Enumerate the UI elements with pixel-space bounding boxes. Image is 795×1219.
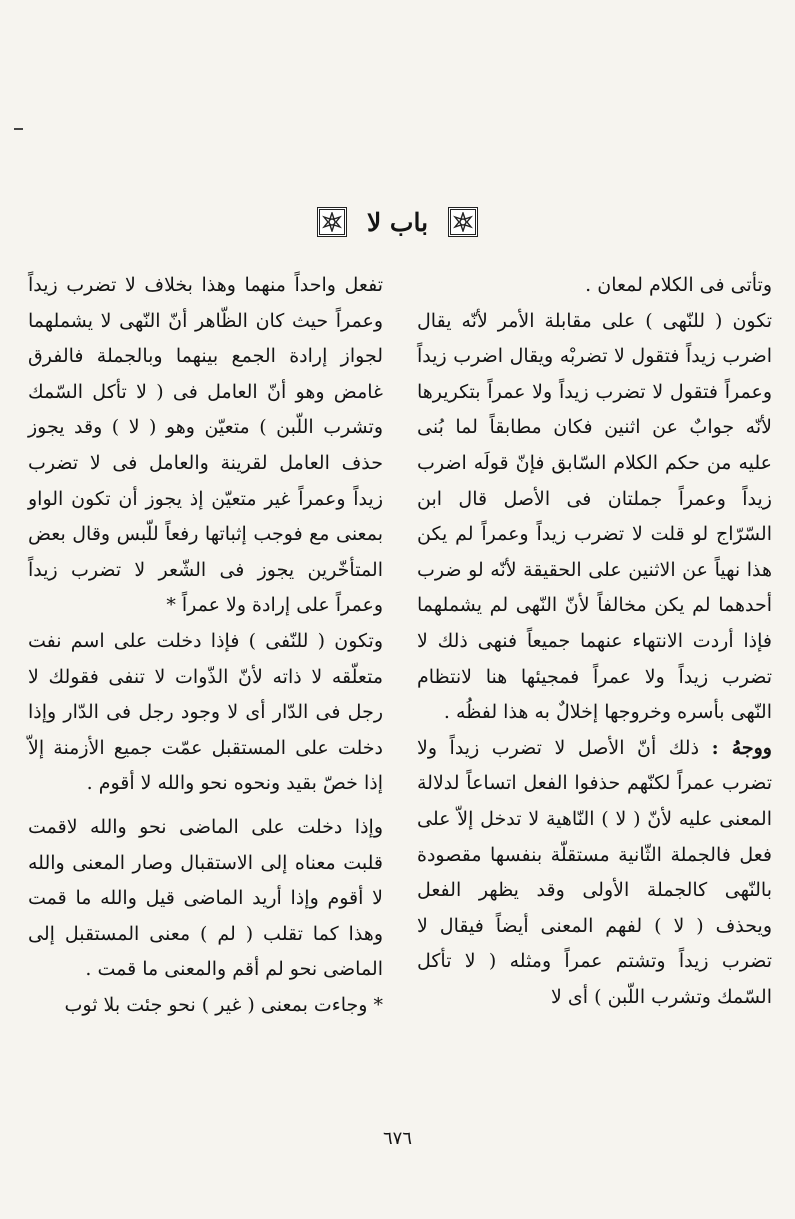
paragraph: [417, 731, 772, 1016]
chapter-title: باب لا: [366, 207, 429, 237]
star-rosette-icon: [317, 207, 347, 237]
paragraph-text: ذلك أنّ الأصل لا تضرب زيداً ولا تضرب عمراً لكنّهم حذفوا الفعل اتساعاً لدلالة المعنى عليه لأنّ ( لا ) النّاهية لا تدخل إلاّ على فعل فالجملة الثّانية مستقلّة بنفسها مقصودة بالنّهى كالجملة الأولى وقد يظهر الفعل ويحذف ( لا ) لفهم المعنى أيضاً فيقال لا تضرب زيداً وتشتم عمراً ومثله ( لا تأكل السّمك وتشرب اللّبن ) أى لا: [417, 736, 772, 1008]
paragraph: وتكون ( للنّفى ) فإذا دخلت على اسم نفت متعلّقه لا ذاته لأنّ الذّوات لا تنفى فقولك لا رجل فى الدّار أى لا وجود رجل فى الدّار وإذا دخلت على المستقبل عمّت جميع الأزمنة إلاّ إذا خصّ بقيد ونحوه نحو والله لا أقوم .: [28, 629, 383, 795]
left-column: [28, 268, 383, 1023]
paragraph: * وجاءت بمعنى ( غير ) نحو جئت بلا ثوب: [64, 993, 383, 1016]
paragraph: وتأتى فى الكلام لمعان .: [585, 274, 772, 296]
chapter-heading: [0, 200, 795, 244]
paragraph: وإذا دخلت على الماضى نحو والله لاقمت قلبت معناه إلى الاستقبال وصار المعنى والله لا أقوم وإذا أريد الماضى قيل والله ما قمت وهذا كما تقلب ( لم ) معنى المستقبل إلى الماضى نحو لم أقم والمعنى ما قمت .: [28, 815, 383, 981]
text-columns: [28, 268, 772, 1023]
paragraph: تكون ( للنّهى ) على مقابلة الأمر لأنّه يقال اضرب زيداً فتقول لا تضربْه ويقال اضرب زيداً وعمراً فتقول لا تضرب زيداً ولا عمراً بتكريرها لأنّه جوابٌ عن اثنين فكان مطابقاً لما بُنى عليه من حكم الكلام السّابق فإنّ قولَه اضرب زيداً وعمراً جملتان فى الأصل قال ابن السّرّاج لو قلت لا تضرب زيداً وعمراً لم يكن هذا نهياً عن الاثنين على الحقيقة لأنّه لو ضرب أحدهما لم يكن مخالفاً لأنّ النّهى لم يشملهما فإذا أردت الانتهاء عنهما جميعاً فنهى ذلك لا تضرب زيداً ولا عمراً فمجيئها هنا لانتظام النّهى بأسره وخروجها إخلالٌ به هذا لفظُه .: [417, 309, 772, 724]
star-rosette-icon: [448, 207, 478, 237]
right-column: [417, 268, 772, 1023]
page-number: ٦٧٦: [382, 1128, 412, 1149]
paragraph: تفعل واحداً منهما وهذا بخلاف لا تضرب زيداً وعمراً حيث كان الظّاهر أنّ النّهى لا يشملهما لجواز إرادة الجمع بينهما وبالجملة فالفرق غامض وهو أنّ العامل فى ( لا تأكل السّمك وتشرب اللّبن ) متعيّن وهو ( لا ) وقد يجوز حذف العامل لقرينة والعامل فى لا تضرب زيداً وعمراً غير متعيّن إذ يجوز أن تكون الواو بمعنى مع فوجب إثباتها رفعاً للّبس وقال بعض المتأخّرين يجوز فى الشّعر لا تضرب زيداً وعمراً على إرادة ولا عمراً *: [28, 274, 383, 617]
margin-mark: [14, 128, 23, 130]
paragraph-lead: ووجهُ :: [711, 736, 772, 759]
